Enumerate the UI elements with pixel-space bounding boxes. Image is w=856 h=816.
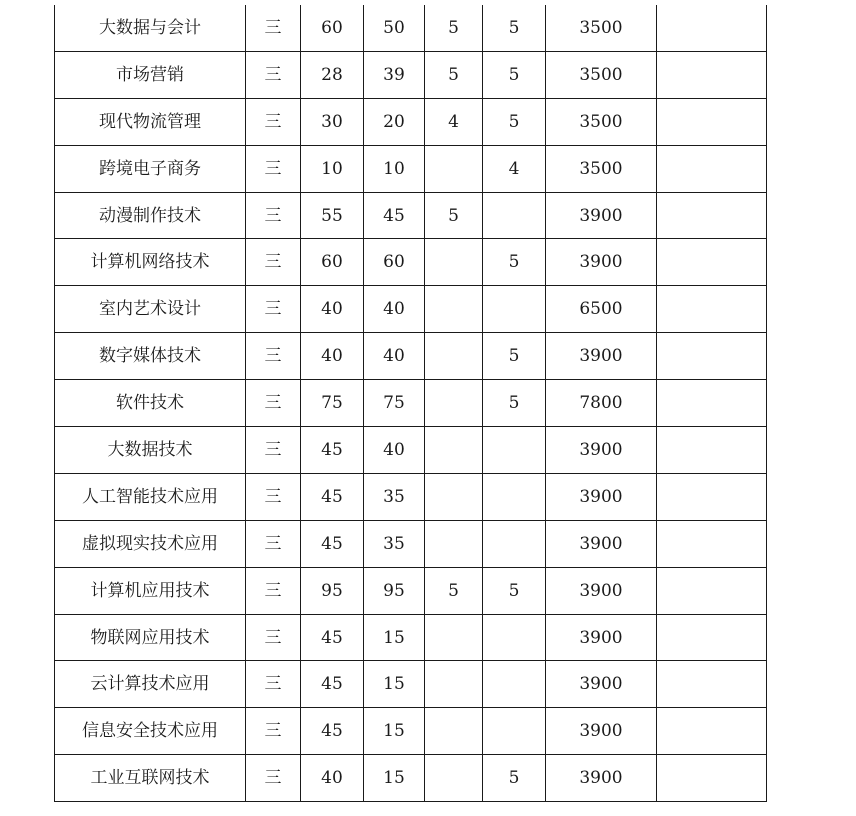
value-cell-d: 5 (483, 239, 546, 286)
enrollment-table (54, 5, 767, 802)
note-cell (657, 239, 767, 286)
fee-cell: 3900 (546, 661, 657, 708)
value-cell-c (425, 473, 483, 520)
value-cell-a: 45 (301, 520, 364, 567)
value-cell-a: 10 (301, 145, 364, 192)
value-cell-b: 75 (364, 380, 425, 427)
value-cell-d (483, 286, 546, 333)
table-row (55, 661, 767, 708)
note-cell (657, 192, 767, 239)
note-cell (657, 333, 767, 380)
value-cell-b: 15 (364, 614, 425, 661)
note-cell (657, 427, 767, 474)
value-cell-b: 15 (364, 661, 425, 708)
value-cell-b: 35 (364, 520, 425, 567)
value-cell-d: 5 (483, 51, 546, 98)
value-cell-b: 60 (364, 239, 425, 286)
table-row (55, 755, 767, 802)
major-name-cell: 市场营销 (55, 51, 246, 98)
value-cell-b: 50 (364, 5, 425, 51)
note-cell (657, 380, 767, 427)
value-cell-b: 40 (364, 286, 425, 333)
value-cell-d (483, 661, 546, 708)
level-cell: 三 (246, 755, 301, 802)
note-cell (657, 614, 767, 661)
table-row (55, 98, 767, 145)
note-cell (657, 98, 767, 145)
major-name-cell: 软件技术 (55, 380, 246, 427)
level-cell: 三 (246, 520, 301, 567)
table-row (55, 520, 767, 567)
value-cell-d: 5 (483, 5, 546, 51)
major-name-cell: 动漫制作技术 (55, 192, 246, 239)
value-cell-b: 15 (364, 708, 425, 755)
major-name-cell: 室内艺术设计 (55, 286, 246, 333)
value-cell-b: 10 (364, 145, 425, 192)
fee-cell: 3900 (546, 192, 657, 239)
fee-cell: 3900 (546, 614, 657, 661)
major-name-cell: 数字媒体技术 (55, 333, 246, 380)
note-cell (657, 286, 767, 333)
major-name-cell: 跨境电子商务 (55, 145, 246, 192)
table-row (55, 614, 767, 661)
note-cell (657, 708, 767, 755)
major-name-cell: 虚拟现实技术应用 (55, 520, 246, 567)
value-cell-a: 40 (301, 755, 364, 802)
value-cell-c (425, 333, 483, 380)
value-cell-a: 30 (301, 98, 364, 145)
value-cell-c (425, 380, 483, 427)
value-cell-c (425, 661, 483, 708)
note-cell (657, 145, 767, 192)
value-cell-d (483, 473, 546, 520)
value-cell-a: 28 (301, 51, 364, 98)
major-name-cell: 信息安全技术应用 (55, 708, 246, 755)
level-cell: 三 (246, 5, 301, 51)
major-name-cell: 计算机应用技术 (55, 567, 246, 614)
note-cell (657, 520, 767, 567)
fee-cell: 3900 (546, 520, 657, 567)
value-cell-c: 5 (425, 51, 483, 98)
value-cell-d: 5 (483, 755, 546, 802)
table-row (55, 708, 767, 755)
value-cell-c (425, 614, 483, 661)
table-row (55, 473, 767, 520)
level-cell: 三 (246, 661, 301, 708)
fee-cell: 3500 (546, 98, 657, 145)
value-cell-b: 40 (364, 427, 425, 474)
level-cell: 三 (246, 614, 301, 661)
fee-cell: 3900 (546, 755, 657, 802)
level-cell: 三 (246, 427, 301, 474)
value-cell-b: 40 (364, 333, 425, 380)
value-cell-d (483, 520, 546, 567)
value-cell-a: 60 (301, 5, 364, 51)
major-name-cell: 人工智能技术应用 (55, 473, 246, 520)
level-cell: 三 (246, 286, 301, 333)
value-cell-d: 5 (483, 98, 546, 145)
value-cell-c (425, 239, 483, 286)
value-cell-a: 45 (301, 427, 364, 474)
value-cell-c (425, 286, 483, 333)
value-cell-d (483, 708, 546, 755)
fee-cell: 3900 (546, 708, 657, 755)
table-row (55, 145, 767, 192)
major-name-cell: 现代物流管理 (55, 98, 246, 145)
fee-cell: 3900 (546, 333, 657, 380)
value-cell-a: 40 (301, 333, 364, 380)
value-cell-a: 55 (301, 192, 364, 239)
value-cell-a: 95 (301, 567, 364, 614)
fee-cell: 3500 (546, 5, 657, 51)
level-cell: 三 (246, 239, 301, 286)
value-cell-a: 45 (301, 708, 364, 755)
value-cell-b: 20 (364, 98, 425, 145)
level-cell: 三 (246, 567, 301, 614)
value-cell-a: 45 (301, 473, 364, 520)
value-cell-a: 40 (301, 286, 364, 333)
major-name-cell: 大数据与会计 (55, 5, 246, 51)
note-cell (657, 567, 767, 614)
fee-cell: 3900 (546, 239, 657, 286)
value-cell-d: 5 (483, 380, 546, 427)
value-cell-a: 45 (301, 614, 364, 661)
value-cell-c (425, 708, 483, 755)
value-cell-c (425, 755, 483, 802)
level-cell: 三 (246, 51, 301, 98)
note-cell (657, 755, 767, 802)
fee-cell: 3500 (546, 145, 657, 192)
table-row (55, 286, 767, 333)
table-row (55, 333, 767, 380)
major-name-cell: 大数据技术 (55, 427, 246, 474)
note-cell (657, 51, 767, 98)
value-cell-b: 95 (364, 567, 425, 614)
value-cell-d (483, 614, 546, 661)
table-row (55, 380, 767, 427)
major-name-cell: 计算机网络技术 (55, 239, 246, 286)
fee-cell: 3900 (546, 473, 657, 520)
table-row (55, 5, 767, 51)
level-cell: 三 (246, 380, 301, 427)
table-row (55, 427, 767, 474)
value-cell-c: 5 (425, 192, 483, 239)
value-cell-b: 15 (364, 755, 425, 802)
note-cell (657, 473, 767, 520)
value-cell-a: 45 (301, 661, 364, 708)
value-cell-d (483, 192, 546, 239)
table-row (55, 192, 767, 239)
level-cell: 三 (246, 145, 301, 192)
fee-cell: 3500 (546, 51, 657, 98)
major-name-cell: 工业互联网技术 (55, 755, 246, 802)
fee-cell: 3900 (546, 567, 657, 614)
level-cell: 三 (246, 708, 301, 755)
value-cell-b: 39 (364, 51, 425, 98)
value-cell-c: 5 (425, 5, 483, 51)
fee-cell: 7800 (546, 380, 657, 427)
value-cell-d: 4 (483, 145, 546, 192)
value-cell-b: 35 (364, 473, 425, 520)
level-cell: 三 (246, 192, 301, 239)
table-row (55, 51, 767, 98)
value-cell-d: 5 (483, 333, 546, 380)
fee-cell: 3900 (546, 427, 657, 474)
major-name-cell: 物联网应用技术 (55, 614, 246, 661)
value-cell-c (425, 145, 483, 192)
fee-cell: 6500 (546, 286, 657, 333)
value-cell-c (425, 520, 483, 567)
value-cell-c (425, 427, 483, 474)
value-cell-c: 5 (425, 567, 483, 614)
table-row (55, 239, 767, 286)
value-cell-a: 75 (301, 380, 364, 427)
note-cell (657, 5, 767, 51)
value-cell-d (483, 427, 546, 474)
value-cell-d: 5 (483, 567, 546, 614)
major-name-cell: 云计算技术应用 (55, 661, 246, 708)
level-cell: 三 (246, 473, 301, 520)
value-cell-b: 45 (364, 192, 425, 239)
value-cell-a: 60 (301, 239, 364, 286)
level-cell: 三 (246, 333, 301, 380)
level-cell: 三 (246, 98, 301, 145)
table-row (55, 567, 767, 614)
note-cell (657, 661, 767, 708)
value-cell-c: 4 (425, 98, 483, 145)
